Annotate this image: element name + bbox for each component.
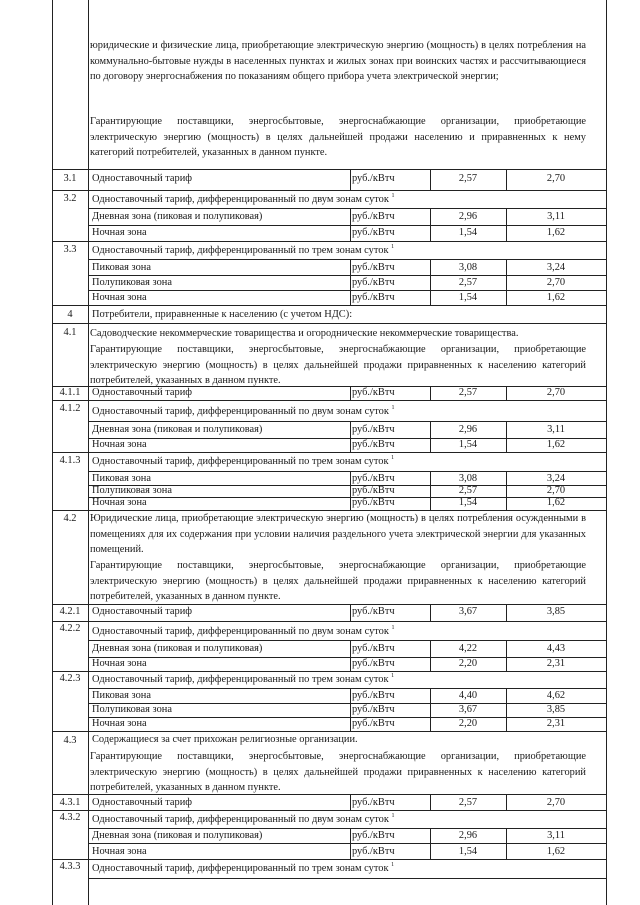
section-title: Юридические лица, приобретающие электрическую энергию (мощность) в целях потребления осужденными в помещениях для их содержания при условии наличия раздельного учета электрической энергии для указанных помещений. (90, 513, 586, 556)
tariff-value-2: 1,62 (546, 846, 566, 857)
section-title: Потребители, приравненные к населению (с учетом НДС): (92, 309, 353, 320)
unit-label: руб./кВтч (352, 277, 395, 288)
halfpeak-zone-label: Полупиковая зона (92, 277, 172, 288)
tariff-value-1: 1,54 (458, 846, 478, 857)
tariff-value-1: 3,08 (458, 473, 478, 484)
unit-label: руб./кВтч (352, 830, 395, 841)
row-number: 3.2 (63, 193, 77, 204)
unit-label: руб./кВтч (352, 497, 395, 508)
tariff-value-2: 2,31 (546, 718, 566, 729)
tariff-value-1: 4,40 (458, 690, 478, 701)
suppliers-paragraph: Гарантирующие поставщики, энергосбытовые, энергоснабжающие организации, приобретающие электрическую энергию (мощность) в целях дальнейшей продажи приравненных к населению категорий потребителей, указанных в данном пункте. (90, 560, 586, 603)
tariff-value-2: 3,24 (546, 473, 566, 484)
tariff-value-1: 4,22 (458, 643, 478, 654)
three-zone-tariff-label: Одноставочный тариф, дифференцированный по трем зонам суток $^1$ (92, 244, 395, 256)
tariff-value-2: 3,85 (546, 704, 566, 715)
single-tariff-label: Одноставочный тариф (92, 387, 193, 398)
unit-label: руб./кВтч (352, 292, 395, 303)
row-number: 4.3.3 (59, 861, 81, 872)
row-number: 3.3 (63, 244, 77, 255)
tariff-value-2: 2,70 (546, 387, 566, 398)
tariff-value-1: 2,96 (458, 424, 478, 435)
tariff-value-1: 3,08 (458, 262, 478, 273)
header-paragraph-2: Гарантирующие поставщики, энергосбытовые, энергоснабжающие организации, приобретающие электрическую энергию (мощность) в целях дальнейшей продажи населению и приравненных к нему категорий потребителей, указанных в данном пункте. (90, 116, 586, 159)
suppliers-paragraph: Гарантирующие поставщики, энергосбытовые, энергоснабжающие организации, приобретающие электрическую энергию (мощность) в целях дальнейшей продажи приравненных к населению категорий потребителей, указанных в данном пункте. (90, 344, 586, 387)
night-zone-label: Ночная зона (92, 497, 147, 508)
tariff-value-2: 3,11 (547, 830, 565, 841)
tariff-value-1: 2,96 (458, 211, 478, 222)
row-number: 3.1 (63, 173, 77, 184)
three-zone-tariff-label: Одноставочный тариф, дифференцированный по трем зонам суток $^1$ (92, 673, 395, 685)
unit-label: руб./кВтч (352, 424, 395, 435)
night-zone-label: Ночная зона (92, 718, 147, 729)
tariff-value-2: 1,62 (546, 227, 566, 238)
tariff-value-2: 1,62 (546, 497, 566, 508)
night-zone-label: Ночная зона (92, 846, 147, 857)
tariff-value-2: 1,62 (546, 292, 566, 303)
tariff-value-2: 3,11 (547, 424, 565, 435)
peak-zone-label: Пиковая зона (92, 690, 151, 701)
tariff-value-2: 2,70 (546, 277, 566, 288)
section-number: 4 (67, 309, 73, 320)
section-number: 4.3 (63, 735, 77, 746)
tariff-value-1: 2,57 (458, 797, 478, 808)
row-number: 4.2.3 (59, 673, 81, 684)
three-zone-tariff-label: Одноставочный тариф, дифференцированный по трем зонам суток $^1$ (92, 862, 395, 874)
tariff-value-1: 1,54 (458, 497, 478, 508)
row-number: 4.3.1 (59, 797, 81, 808)
tariff-value-1: 1,54 (458, 292, 478, 303)
two-zone-tariff-label: Одноставочный тариф, дифференцированный по двум зонам суток $^1$ (92, 813, 395, 825)
header-paragraph-1: юридические и физические лица, приобретающие электрическую энергию (мощность) в целях потребления на коммунально-бытовые нужды в населенных пунктах и жилых зонах при воинских частях и рассчитывающиеся по договору энергоснабжения по показаниям общего прибора учета электрической энергии; (90, 40, 586, 83)
tariff-value-1: 2,57 (458, 387, 478, 398)
section-title: Садоводческие некоммерческие товарищества и огороднические некоммерческие товарищества. (90, 328, 519, 339)
unit-label: руб./кВтч (352, 846, 395, 857)
section-number: 4.2 (63, 513, 77, 524)
row-number: 4.1.3 (59, 455, 81, 466)
day-zone-label: Дневная зона (пиковая и полупиковая) (92, 424, 263, 435)
unit-label: руб./кВтч (352, 173, 395, 184)
row-number: 4.2.2 (59, 623, 81, 634)
single-tariff-label: Одноставочный тариф (92, 797, 193, 808)
unit-label: руб./кВтч (352, 211, 395, 222)
unit-label: руб./кВтч (352, 643, 395, 654)
tariff-value-2: 4,43 (546, 643, 566, 654)
section-number: 4.1 (63, 327, 77, 338)
tariff-value-2: 2,70 (546, 797, 566, 808)
unit-label: руб./кВтч (352, 227, 395, 238)
row-number: 4.2.1 (59, 606, 81, 617)
tariff-value-2: 2,31 (546, 658, 566, 669)
row-number: 4.1.2 (59, 403, 81, 414)
suppliers-paragraph: Гарантирующие поставщики, энергосбытовые, энергоснабжающие организации, приобретающие электрическую энергию (мощность) в целях дальнейшей продажи приравненных к населению категорий потребителей, указанных в данном пункте. (90, 751, 586, 794)
unit-label: руб./кВтч (352, 690, 395, 701)
halfpeak-zone-label: Полупиковая зона (92, 704, 172, 715)
section-title: Содержащиеся за счет прихожан религиозные организации. (92, 734, 358, 745)
unit-label: руб./кВтч (352, 606, 395, 617)
tariff-value-1: 2,20 (458, 658, 478, 669)
three-zone-tariff-label: Одноставочный тариф, дифференцированный по трем зонам суток $^1$ (92, 455, 395, 467)
two-zone-tariff-label: Одноставочный тариф, дифференцированный по двум зонам суток $^1$ (92, 625, 395, 637)
unit-label: руб./кВтч (352, 718, 395, 729)
unit-label: руб./кВтч (352, 704, 395, 715)
unit-label: руб./кВтч (352, 473, 395, 484)
unit-label: руб./кВтч (352, 262, 395, 273)
day-zone-label: Дневная зона (пиковая и полупиковая) (92, 643, 263, 654)
table-border-right (606, 0, 607, 905)
tariff-value-2: 3,24 (546, 262, 566, 273)
unit-label: руб./кВтч (352, 387, 395, 398)
row-number: 4.3.2 (59, 812, 81, 823)
night-zone-label: Ночная зона (92, 439, 147, 450)
tariff-value-2: 1,62 (546, 439, 566, 450)
tariff-value-1: 2,20 (458, 718, 478, 729)
tariff-value-1: 1,54 (458, 439, 478, 450)
tariff-value-2: 3,11 (547, 211, 565, 222)
peak-zone-label: Пиковая зона (92, 262, 151, 273)
tariff-value-2: 2,70 (546, 173, 566, 184)
tariff-value-1: 3,67 (458, 606, 478, 617)
tariff-value-1: 1,54 (458, 227, 478, 238)
row-number: 4.1.1 (59, 387, 81, 398)
night-zone-label: Ночная зона (92, 292, 147, 303)
unit-label: руб./кВтч (352, 439, 395, 450)
unit-label: руб./кВтч (352, 485, 395, 496)
tariff-value-1: 2,57 (458, 277, 478, 288)
tariff-value-2: 2,70 (546, 485, 566, 496)
unit-label: руб./кВтч (352, 658, 395, 669)
tariff-value-1: 3,67 (458, 704, 478, 715)
single-tariff-label: Одноставочный тариф (92, 606, 193, 617)
two-zone-tariff-label: Одноставочный тариф, дифференцированный по двум зонам суток $^1$ (92, 405, 395, 417)
unit-label: руб./кВтч (352, 797, 395, 808)
tariff-value-1: 2,57 (458, 485, 478, 496)
two-zone-tariff-label: Одноставочный тариф, дифференцированный по двум зонам суток $^1$ (92, 193, 395, 205)
peak-zone-label: Пиковая зона (92, 473, 151, 484)
night-zone-label: Ночная зона (92, 658, 147, 669)
tariff-value-1: 2,96 (458, 830, 478, 841)
tariff-value-2: 4,62 (546, 690, 566, 701)
halfpeak-zone-label: Полупиковая зона (92, 485, 172, 496)
single-tariff-label: Одноставочный тариф (92, 173, 193, 184)
night-zone-label: Ночная зона (92, 227, 147, 238)
tariff-value-2: 3,85 (546, 606, 566, 617)
day-zone-label: Дневная зона (пиковая и полупиковая) (92, 830, 263, 841)
tariff-value-1: 2,57 (458, 173, 478, 184)
day-zone-label: Дневная зона (пиковая и полупиковая) (92, 211, 263, 222)
